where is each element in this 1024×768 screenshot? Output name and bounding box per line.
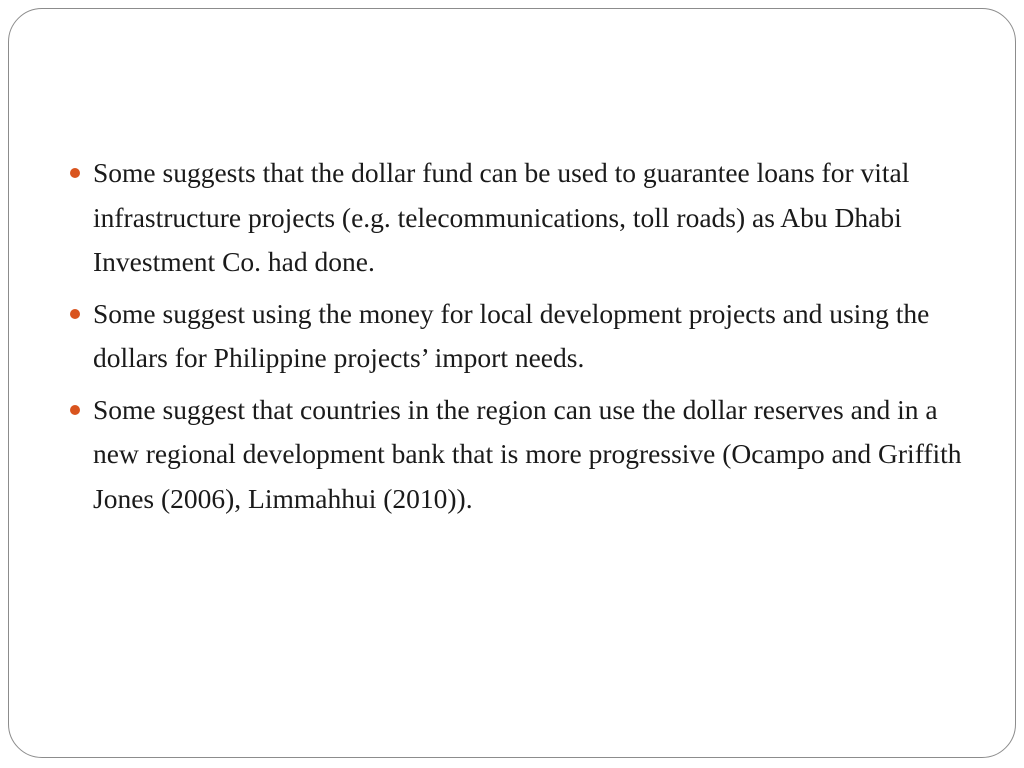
bullet-text-2: Some suggest using the money for local development projects and using the dollars for Philippine projects’ import needs. — [93, 297, 930, 373]
slide-frame — [8, 8, 1016, 758]
bullet-dot-icon — [70, 309, 80, 319]
bullet-list — [67, 151, 987, 528]
bullet-text-3: Some suggest that countries in the region can use the dollar reserves and in a new regional development bank that is more progressive (Ocampo and Griffith Jones (2006), Limmahhui (2010)). — [93, 393, 962, 514]
bullet-item-1 — [67, 151, 987, 285]
bullet-dot-icon — [70, 405, 80, 415]
bullet-item-2 — [67, 292, 987, 381]
bullet-text-1: Some suggests that the dollar fund can be used to guarantee loans for vital infrastructure projects (e.g. telecommunications, toll roads) as Abu Dhabi Investment Co. had done. — [93, 157, 910, 277]
bullet-dot-icon — [70, 168, 80, 178]
bullet-item-3 — [67, 388, 987, 522]
